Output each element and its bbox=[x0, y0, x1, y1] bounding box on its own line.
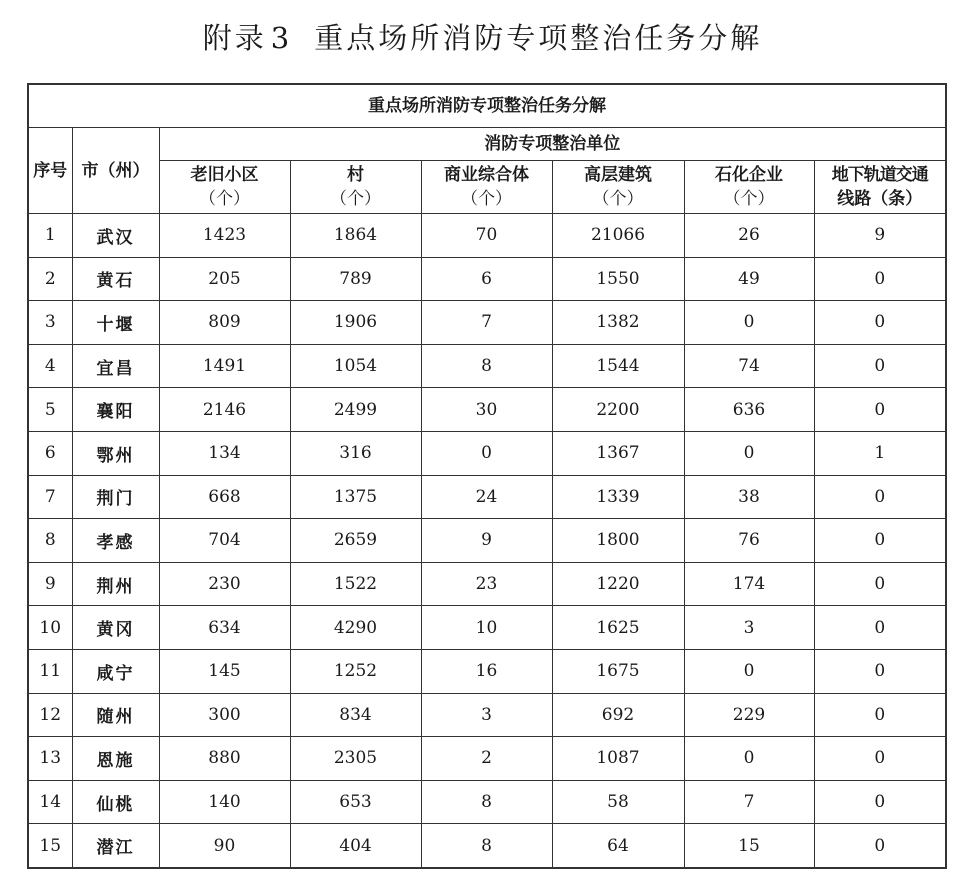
cell-value: 8 bbox=[421, 824, 552, 868]
cell-value: 3 bbox=[421, 693, 552, 737]
cell-value: 58 bbox=[552, 780, 684, 824]
header-group: 消防专项整治单位 bbox=[159, 128, 946, 161]
cell-value: 2146 bbox=[159, 388, 290, 432]
table-row bbox=[28, 649, 946, 693]
cell-value: 1382 bbox=[552, 301, 684, 345]
cell-value: 9 bbox=[421, 519, 552, 563]
cell-value: 90 bbox=[159, 824, 290, 868]
table-row bbox=[28, 562, 946, 606]
cell-city: 咸宁 bbox=[72, 649, 159, 693]
header-unit: （个） bbox=[723, 189, 775, 209]
cell-index: 5 bbox=[28, 388, 72, 432]
cell-value: 30 bbox=[421, 388, 552, 432]
cell-city: 黄冈 bbox=[72, 606, 159, 650]
table-row bbox=[28, 214, 946, 258]
cell-value: 1087 bbox=[552, 737, 684, 781]
cell-value: 404 bbox=[290, 824, 421, 868]
cell-value: 1550 bbox=[552, 257, 684, 301]
header-label: 老旧小区 bbox=[190, 165, 259, 185]
cell-value: 134 bbox=[159, 431, 290, 475]
cell-value: 1220 bbox=[552, 562, 684, 606]
cell-value: 636 bbox=[684, 388, 814, 432]
cell-value: 0 bbox=[421, 431, 552, 475]
cell-value: 38 bbox=[684, 475, 814, 519]
cell-value: 1423 bbox=[159, 214, 290, 258]
cell-value: 174 bbox=[684, 562, 814, 606]
cell-value: 0 bbox=[814, 388, 946, 432]
header-label: 村 bbox=[347, 165, 364, 185]
cell-city: 孝感 bbox=[72, 519, 159, 563]
cell-value: 1800 bbox=[552, 519, 684, 563]
header-label: 石化企业 bbox=[715, 165, 783, 185]
header-unit: （个） bbox=[199, 189, 250, 209]
cell-city: 恩施 bbox=[72, 737, 159, 781]
cell-index: 14 bbox=[28, 780, 72, 824]
cell-index: 8 bbox=[28, 519, 72, 563]
cell-value: 16 bbox=[421, 649, 552, 693]
header-label: 地下轨道交通 bbox=[831, 165, 928, 185]
cell-city: 十堰 bbox=[72, 301, 159, 345]
cell-index: 3 bbox=[28, 301, 72, 345]
table-row bbox=[28, 693, 946, 737]
cell-value: 1 bbox=[814, 431, 946, 475]
cell-value: 0 bbox=[814, 475, 946, 519]
cell-value: 809 bbox=[159, 301, 290, 345]
cell-city: 荆门 bbox=[72, 475, 159, 519]
cell-city: 鄂州 bbox=[72, 431, 159, 475]
cell-index: 12 bbox=[28, 693, 72, 737]
cell-city: 随州 bbox=[72, 693, 159, 737]
cell-city: 仙桃 bbox=[72, 780, 159, 824]
cell-value: 2 bbox=[421, 737, 552, 781]
cell-value: 0 bbox=[814, 780, 946, 824]
cell-value: 64 bbox=[552, 824, 684, 868]
cell-index: 2 bbox=[28, 257, 72, 301]
appendix-number: 3 bbox=[270, 21, 293, 55]
cell-value: 7 bbox=[421, 301, 552, 345]
cell-value: 0 bbox=[814, 649, 946, 693]
cell-value: 1054 bbox=[290, 344, 421, 388]
table-caption: 重点场所消防专项整治任务分解 bbox=[28, 84, 946, 128]
header-commercial-complexes bbox=[421, 161, 552, 214]
cell-value: 205 bbox=[159, 257, 290, 301]
cell-value: 229 bbox=[684, 693, 814, 737]
cell-value: 704 bbox=[159, 519, 290, 563]
cell-value: 880 bbox=[159, 737, 290, 781]
cell-value: 26 bbox=[684, 214, 814, 258]
cell-value: 1367 bbox=[552, 431, 684, 475]
cell-value: 1491 bbox=[159, 344, 290, 388]
cell-index: 11 bbox=[28, 649, 72, 693]
header-index: 序号 bbox=[28, 128, 72, 214]
header-city: 市（州） bbox=[72, 128, 159, 214]
cell-value: 230 bbox=[159, 562, 290, 606]
header-label: 高层建筑 bbox=[584, 165, 652, 185]
header-unit: （个） bbox=[592, 189, 644, 209]
cell-value: 2200 bbox=[552, 388, 684, 432]
cell-value: 1375 bbox=[290, 475, 421, 519]
cell-value: 21066 bbox=[552, 214, 684, 258]
cell-value: 4290 bbox=[290, 606, 421, 650]
page-title bbox=[0, 16, 965, 57]
cell-value: 0 bbox=[814, 824, 946, 868]
cell-value: 6 bbox=[421, 257, 552, 301]
cell-index: 13 bbox=[28, 737, 72, 781]
cell-value: 140 bbox=[159, 780, 290, 824]
cell-value: 834 bbox=[290, 693, 421, 737]
task-table bbox=[27, 83, 947, 869]
cell-value: 8 bbox=[421, 780, 552, 824]
cell-value: 0 bbox=[684, 649, 814, 693]
header-unit: （个） bbox=[330, 189, 381, 209]
cell-value: 0 bbox=[684, 737, 814, 781]
cell-value: 0 bbox=[814, 606, 946, 650]
header-high-rise-buildings bbox=[552, 161, 684, 214]
appendix-title-text: 重点场所消防专项整治任务分解 bbox=[314, 21, 763, 55]
cell-value: 0 bbox=[814, 562, 946, 606]
cell-value: 692 bbox=[552, 693, 684, 737]
cell-value: 2659 bbox=[290, 519, 421, 563]
table-row bbox=[28, 780, 946, 824]
cell-value: 1625 bbox=[552, 606, 684, 650]
cell-value: 668 bbox=[159, 475, 290, 519]
table-row bbox=[28, 519, 946, 563]
cell-value: 0 bbox=[814, 693, 946, 737]
cell-value: 0 bbox=[814, 519, 946, 563]
table-row bbox=[28, 431, 946, 475]
header-metro-lines bbox=[814, 161, 946, 214]
cell-value: 8 bbox=[421, 344, 552, 388]
cell-value: 70 bbox=[421, 214, 552, 258]
cell-value: 9 bbox=[814, 214, 946, 258]
cell-city: 宜昌 bbox=[72, 344, 159, 388]
cell-value: 2305 bbox=[290, 737, 421, 781]
table-row bbox=[28, 388, 946, 432]
cell-value: 789 bbox=[290, 257, 421, 301]
cell-value: 0 bbox=[814, 344, 946, 388]
header-petrochemical bbox=[684, 161, 814, 214]
table-row bbox=[28, 344, 946, 388]
cell-value: 0 bbox=[814, 301, 946, 345]
header-old-communities bbox=[159, 161, 290, 214]
cell-value: 316 bbox=[290, 431, 421, 475]
table-row bbox=[28, 257, 946, 301]
cell-value: 0 bbox=[684, 431, 814, 475]
table-row bbox=[28, 737, 946, 781]
header-unit: （个） bbox=[461, 189, 512, 209]
cell-value: 10 bbox=[421, 606, 552, 650]
cell-value: 1252 bbox=[290, 649, 421, 693]
header-villages bbox=[290, 161, 421, 214]
cell-value: 1906 bbox=[290, 301, 421, 345]
cell-value: 1522 bbox=[290, 562, 421, 606]
cell-value: 74 bbox=[684, 344, 814, 388]
cell-value: 1544 bbox=[552, 344, 684, 388]
cell-value: 1339 bbox=[552, 475, 684, 519]
cell-value: 0 bbox=[814, 737, 946, 781]
cell-city: 潜江 bbox=[72, 824, 159, 868]
cell-city: 襄阳 bbox=[72, 388, 159, 432]
table-row bbox=[28, 475, 946, 519]
cell-value: 0 bbox=[814, 257, 946, 301]
cell-index: 7 bbox=[28, 475, 72, 519]
cell-index: 1 bbox=[28, 214, 72, 258]
cell-value: 24 bbox=[421, 475, 552, 519]
cell-index: 6 bbox=[28, 431, 72, 475]
table-row bbox=[28, 824, 946, 868]
cell-value: 49 bbox=[684, 257, 814, 301]
cell-city: 武汉 bbox=[72, 214, 159, 258]
cell-value: 145 bbox=[159, 649, 290, 693]
header-label: 商业综合体 bbox=[444, 165, 529, 185]
cell-value: 7 bbox=[684, 780, 814, 824]
cell-city: 黄石 bbox=[72, 257, 159, 301]
cell-value: 1864 bbox=[290, 214, 421, 258]
cell-index: 10 bbox=[28, 606, 72, 650]
cell-index: 4 bbox=[28, 344, 72, 388]
cell-value: 1675 bbox=[552, 649, 684, 693]
cell-value: 76 bbox=[684, 519, 814, 563]
cell-value: 653 bbox=[290, 780, 421, 824]
cell-index: 9 bbox=[28, 562, 72, 606]
header-unit: 线路（条） bbox=[837, 189, 923, 209]
cell-value: 634 bbox=[159, 606, 290, 650]
cell-value: 0 bbox=[684, 301, 814, 345]
cell-city: 荆州 bbox=[72, 562, 159, 606]
cell-value: 300 bbox=[159, 693, 290, 737]
cell-index: 15 bbox=[28, 824, 72, 868]
cell-value: 3 bbox=[684, 606, 814, 650]
appendix-prefix: 附录 bbox=[202, 21, 267, 55]
cell-value: 23 bbox=[421, 562, 552, 606]
table-row bbox=[28, 606, 946, 650]
table-row bbox=[28, 301, 946, 345]
cell-value: 15 bbox=[684, 824, 814, 868]
table-body bbox=[28, 214, 946, 868]
cell-value: 2499 bbox=[290, 388, 421, 432]
